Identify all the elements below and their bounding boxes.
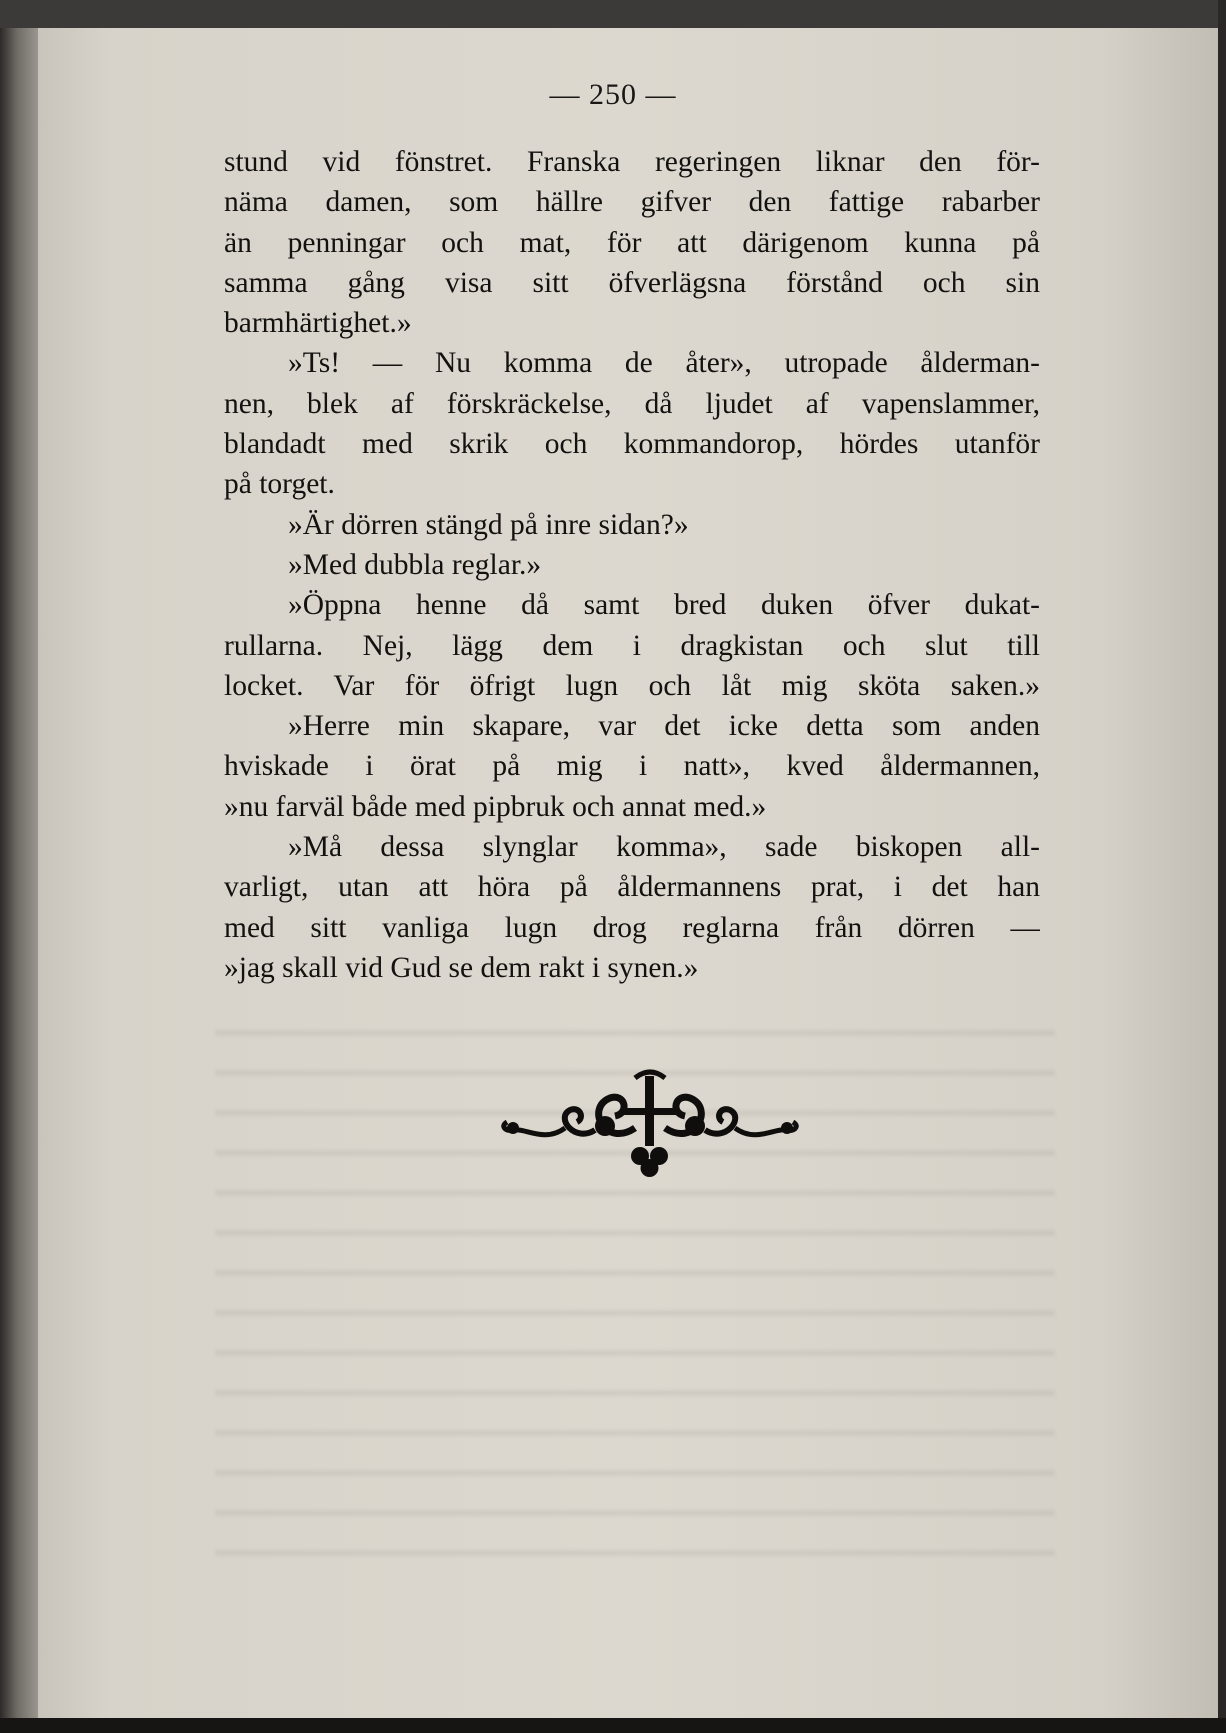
text-line: »Må dessa slynglar komma», sade biskopen all-: [288, 831, 1040, 864]
text-line: näma damen, som hällre gifver den fattige rabarber: [224, 186, 1040, 219]
text-line: »nu farväl både med pipbruk och annat med.»: [224, 790, 767, 823]
page-right-edge: [1218, 0, 1226, 1733]
text-line: »Är dörren stängd på inre sidan?»: [288, 508, 689, 541]
text-line: »Herre min skapare, var det icke detta som anden: [288, 710, 1040, 743]
text-line: än penningar och mat, för att därigenom kunna på: [224, 226, 1040, 259]
text-line: nen, blek af förskräckelse, då ljudet af vapenslammer,: [224, 387, 1040, 420]
book-spine-shadow: [0, 28, 38, 1718]
text-line: »Ts! — Nu komma de åter», utropade ålderman-: [288, 347, 1040, 380]
fleuron-ornament-icon: [495, 1068, 805, 1178]
text-line: hviskade i örat på mig i natt», kved åldermannen,: [224, 750, 1040, 783]
text-line: locket. Var för öfrigt lugn och låt mig sköta saken.»: [224, 669, 1040, 702]
text-line: rullarna. Nej, lägg dem i dragkistan och slut till: [224, 629, 1040, 662]
text-line: barmhärtighet.»: [224, 307, 412, 340]
text-line: »jag skall vid Gud se dem rakt i synen.»: [224, 951, 699, 984]
page-bottom-edge: [0, 1718, 1226, 1733]
text-line: blandadt med skrik och kommandorop, hördes utanför: [224, 428, 1040, 461]
page-number: — 250 —: [549, 78, 677, 111]
text-line: varligt, utan att höra på åldermannens prat, i det han: [224, 871, 1040, 904]
text-line: »Med dubbla reglar.»: [288, 548, 542, 581]
body-text: [224, 142, 1040, 988]
text-line: med sitt vanliga lugn drog reglarna från dörren —: [224, 911, 1040, 944]
text-line: stund vid fönstret. Franska regeringen liknar den för-: [224, 146, 1040, 178]
text-line: samma gång visa sitt öfverlägsna förstånd och sin: [224, 266, 1040, 299]
text-line: »Öppna henne då samt bred duken öfver dukat-: [288, 589, 1040, 622]
text-line: på torget.: [224, 468, 335, 501]
